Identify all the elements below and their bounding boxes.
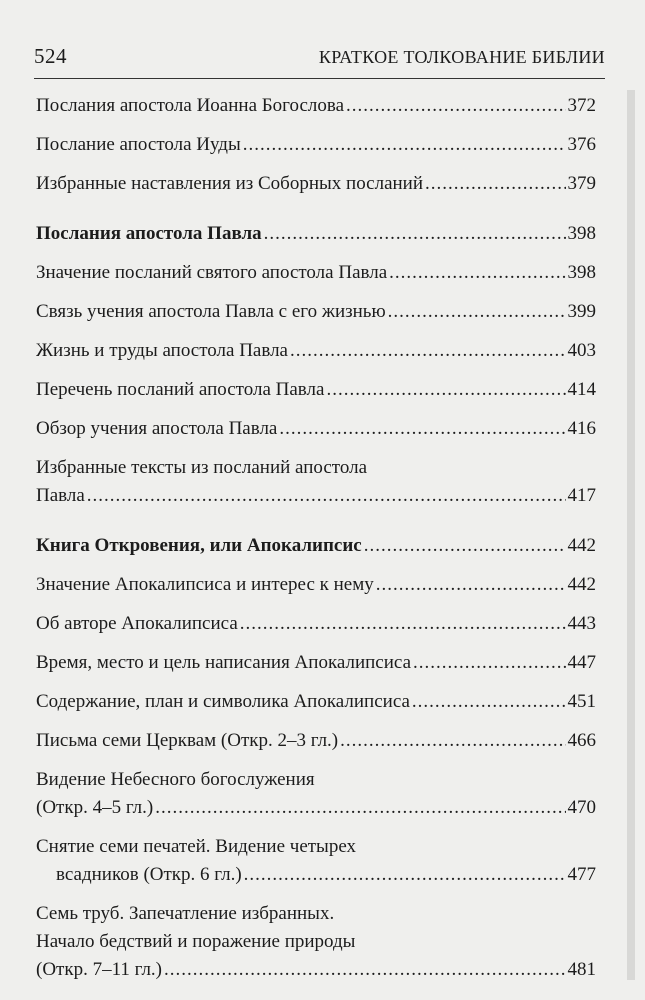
toc-entry-page: 416 [567,418,596,439]
toc-entry[interactable] [36,170,596,198]
dot-leader [290,337,566,365]
toc-entry-title: Обзор учения апостола Павла [36,418,278,439]
toc-entry-title: Павла [36,485,85,506]
toc-entry[interactable] [36,298,596,326]
toc-entry-title: Значение Апокалипсиса и интерес к нему [36,574,374,595]
toc-entry[interactable] [36,833,596,889]
toc-entry[interactable] [36,454,596,510]
toc-entry[interactable] [36,92,596,120]
page-number: 524 [34,44,67,68]
toc-entry-title: Время, место и цель написания Апокалипсиса [36,652,412,673]
toc-entry-page: 470 [567,797,596,818]
toc-entry[interactable] [36,727,596,755]
toc-entry-page: 414 [567,379,596,400]
table-of-contents [36,92,596,984]
toc-entry[interactable] [36,415,596,443]
toc-entry-page: 443 [567,613,596,634]
toc-section-heading[interactable] [36,220,596,248]
toc-entry-title: Содержание, план и символика Апокалипсиса [36,691,410,712]
toc-entry-title: Жизнь и труды апостола Павла [36,340,288,361]
toc-entry-page: 399 [567,301,596,322]
toc-entry[interactable] [36,571,596,599]
dot-leader [340,727,565,755]
toc-entry[interactable] [36,376,596,404]
header-rule [34,78,605,79]
toc-entry[interactable] [36,766,596,822]
toc-entry-title-line: Начало бедствий и поражение природы [36,931,356,952]
dot-leader [164,956,565,984]
toc-entry-page: 442 [567,574,596,595]
dot-leader [244,861,566,889]
dot-leader [425,170,565,198]
page-header [34,44,605,78]
toc-entry-title-line: Видение Небесного богослужения [36,769,315,790]
toc-entry-title: (Откр. 7–11 гл.) [36,959,163,980]
toc-entry[interactable] [36,259,596,287]
toc-entry-title: Письма семи Церквам (Откр. 2–3 гл.) [36,730,339,751]
toc-entry-title: (Откр. 4–5 гл.) [36,797,154,818]
toc-entry-title: Книга Откровения, или Апокалипсис [36,535,362,556]
dot-leader [243,131,566,159]
dot-leader [388,298,566,326]
dot-leader [326,376,565,404]
dot-leader [389,259,565,287]
toc-entry-title: Связь учения апостола Павла с его жизнью [36,301,386,322]
page-edge-shadow [627,90,635,980]
toc-entry-page: 481 [567,959,596,980]
dot-leader [240,610,566,638]
toc-entry-title: Об авторе Апокалипсиса [36,613,238,634]
toc-entry[interactable] [36,900,596,984]
dot-leader [346,92,565,120]
toc-entry-page: 466 [567,730,596,751]
toc-entry-title: Значение посланий святого апостола Павла [36,262,388,283]
toc-entry-title-line: Избранные тексты из посланий апостола [36,457,367,478]
toc-entry-page: 398 [567,223,596,244]
toc-entry[interactable] [36,649,596,677]
dot-leader [264,220,566,248]
toc-entry-page: 451 [567,691,596,712]
toc-entry[interactable] [36,131,596,159]
toc-entry-page: 417 [567,485,596,506]
toc-entry-page: 447 [567,652,596,673]
toc-entry-page: 379 [567,173,596,194]
toc-entry-page: 398 [567,262,596,283]
toc-entry-page: 403 [567,340,596,361]
dot-leader [279,415,565,443]
toc-entry-title-line: Семь труб. Запечатление избранных. [36,903,335,924]
toc-entry[interactable] [36,337,596,365]
toc-entry[interactable] [36,610,596,638]
toc-entry-title: Послание апостола Иуды [36,134,241,155]
running-title: КРАТКОЕ ТОЛКОВАНИЕ БИБЛИИ [318,47,605,67]
toc-entry-page: 442 [567,535,596,556]
toc-entry-page: 477 [567,864,596,885]
dot-leader [155,794,565,822]
dot-leader [376,571,566,599]
dot-leader [87,482,566,510]
toc-entry-page: 376 [567,134,596,155]
toc-entry-title-line: Снятие семи печатей. Видение четырех [36,836,357,857]
toc-entry[interactable] [36,688,596,716]
dot-leader [364,532,566,560]
toc-entry-page: 372 [567,95,596,116]
dot-leader [413,649,565,677]
toc-entry-title: Перечень посланий апостола Павла [36,379,325,400]
toc-entry-title: Послания апостола Иоанна Богослова [36,95,345,116]
toc-entry-title: всадников (Откр. 6 гл.) [56,864,242,885]
toc-section-heading[interactable] [36,532,596,560]
dot-leader [412,688,566,716]
toc-entry-title: Избранные наставления из Соборных посланий [36,173,424,194]
toc-entry-title: Послания апостола Павла [36,223,262,244]
